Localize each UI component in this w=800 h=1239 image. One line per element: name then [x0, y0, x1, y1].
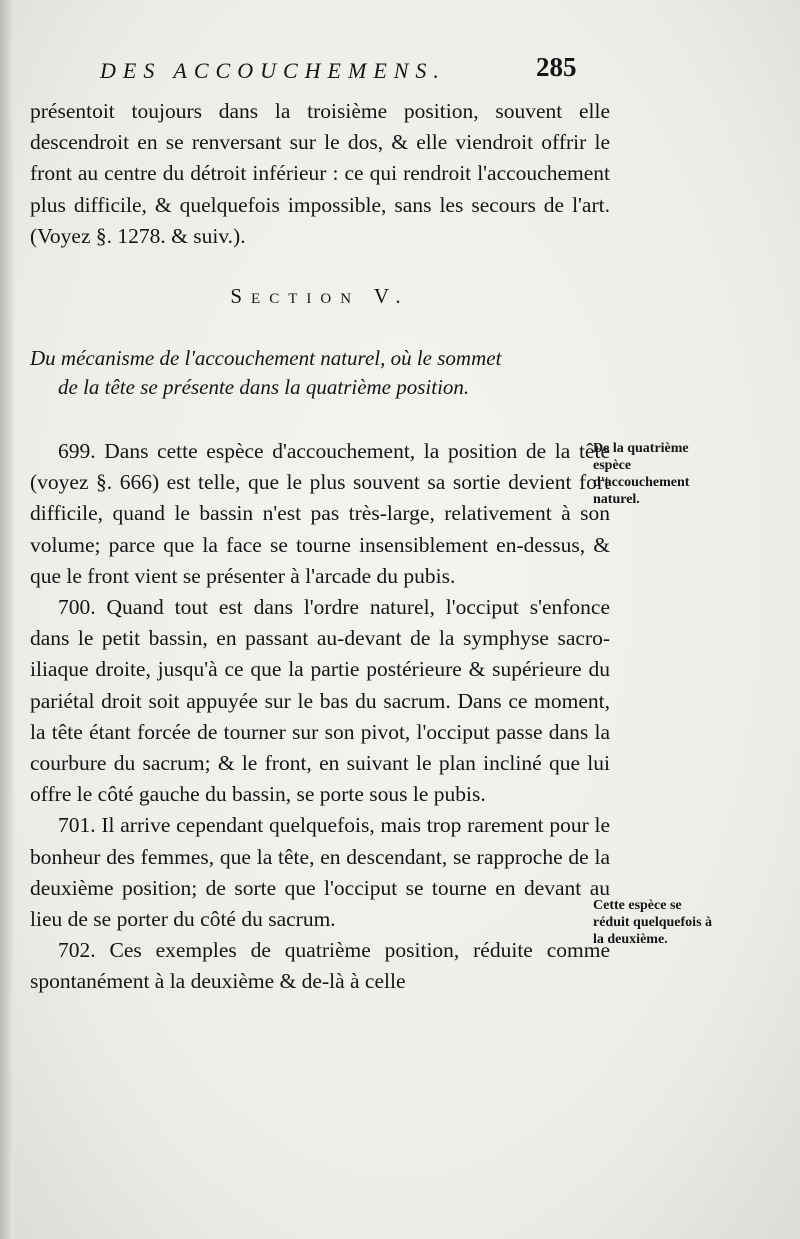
paragraph-702: 702. Ces exemples de quatrième position, réduite comme spontanément à la deuxième & de-là à celle — [30, 938, 610, 994]
body-text — [30, 436, 610, 998]
paragraph-701: 701. Il arrive cependant quelquefois, mais trop rarement pour le bonheur des femmes, que la tête, en descendant, se rapproche de la deuxième position; de sorte que l'occiput se tourne en devant au lieu de se porter du côté du sacrum. — [30, 813, 610, 932]
section-heading: Section V. — [230, 284, 410, 308]
subtitle-line-1: Du mécanisme de l'accouchement naturel, où le sommet — [30, 346, 502, 370]
marginal-note-2: Cette espèce se réduit quelquefois à la deuxième. — [593, 898, 713, 947]
page-number: 285 — [536, 52, 577, 82]
paragraph-continuation — [30, 96, 610, 252]
paragraph-700: 700. Quand tout est dans l'ordre naturel, l'occiput s'enfonce dans le petit bassin, en passant au-devant de la symphyse sacro-iliaque droite, jusqu'à ce que la partie postérieure & supérieure du pariétal droit soit appuyée sur le bas du sacrum. Dans ce moment, la tête étant forcée de tourner sur son pivot, l'occiput passe dans la courbure du sacrum; & le front, en suivant le plan incliné que lui offre le côté gauche du bassin, se porte sous le pubis. — [30, 595, 610, 807]
marginal-note-1: De la quatrième espèce d'accouchement naturel. — [593, 441, 690, 507]
paragraph-699: 699. Dans cette espèce d'accouchement, la position de la tête (voyez §. 666) est telle, que le plus souvent sa sortie devient fort difficile, quand le bassin n'est pas très-large, relativement à son volume; parce que la face se tourne insensiblement en-dessus, & que le front vient se présenter à l'arcade du pubis. — [30, 439, 610, 588]
running-head: DES ACCOUCHEMENS. — [100, 58, 446, 83]
subtitle-line-2: de la tête se présente dans la quatrième position. — [58, 375, 470, 399]
paragraph-text: présentoit toujours dans la troisième position, souvent elle descendroit en se renversant sur le dos, & elle viendroit offrir le front au centre du détroit inférieur : ce qui rendroit l'accouchement plus difficile, & quelquefois impossible, sans les secours de l'art. (Voyez §. 1278. & suiv.). — [30, 99, 610, 248]
section-subtitle — [30, 344, 610, 402]
page-gutter-shadow — [0, 0, 14, 1239]
